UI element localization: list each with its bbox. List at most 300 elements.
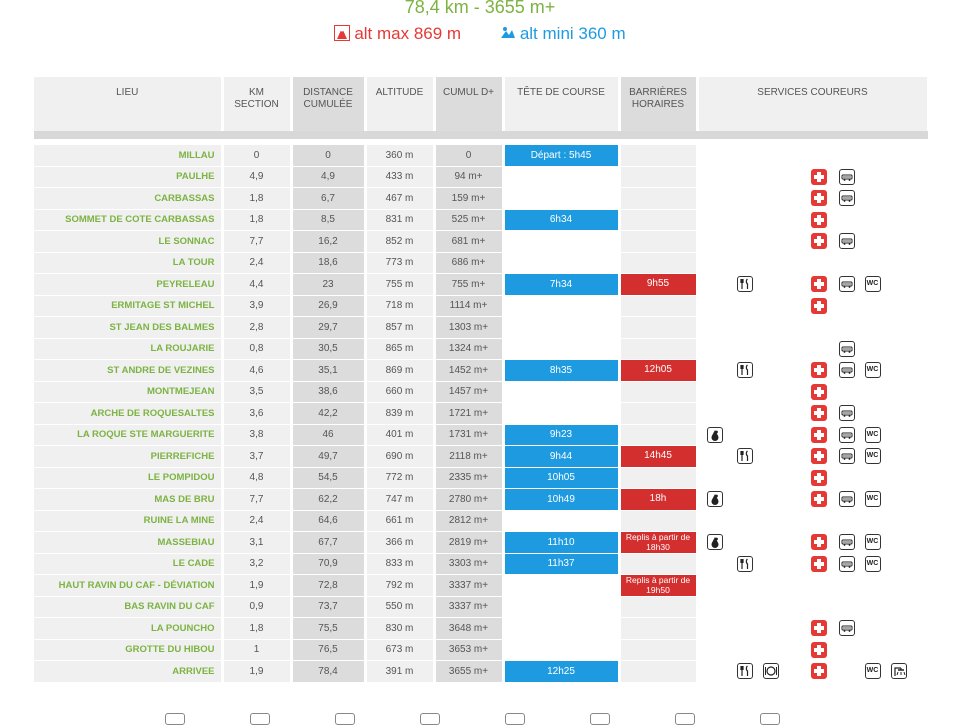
row-altitude: 660 m (365, 381, 434, 403)
row-barriere (619, 381, 697, 403)
row-tete (503, 510, 619, 532)
row-services (697, 381, 928, 403)
croix-rouge-icon (811, 362, 827, 378)
croix-rouge-icon (811, 620, 827, 636)
row-altitude: 673 m (365, 639, 434, 661)
row-cumul: 0 (434, 145, 503, 166)
table-row (34, 252, 928, 274)
wc-icon: WC (865, 448, 881, 464)
row-altitude: 772 m (365, 467, 434, 489)
row-cumul: 686 m+ (434, 252, 503, 274)
row-km: 4,4 (222, 274, 291, 296)
row-services (697, 338, 928, 360)
row-lieu: ERMITAGE ST MICHEL (34, 295, 222, 317)
row-services (697, 489, 928, 511)
table-row (34, 639, 928, 661)
legend-box (165, 713, 185, 725)
row-lieu: RUINE LA MINE (34, 510, 222, 532)
row-lieu: PIERREFICHE (34, 446, 222, 468)
row-tete (503, 639, 619, 661)
table-row (34, 532, 928, 554)
navette-icon (839, 405, 855, 421)
row-cumul: 1452 m+ (434, 360, 503, 382)
row-lieu: ARCHE DE ROQUESALTES (34, 403, 222, 425)
row-km: 1,8 (222, 618, 291, 640)
row-altitude: 661 m (365, 510, 434, 532)
repas-icon (737, 448, 753, 464)
navette-icon (839, 276, 855, 292)
row-distance: 75,5 (291, 618, 365, 640)
row-cumul: 1114 m+ (434, 295, 503, 317)
row-distance: 29,7 (291, 317, 365, 339)
legend-box (505, 713, 525, 725)
row-altitude: 755 m (365, 274, 434, 296)
row-tete: 10h49 (503, 489, 619, 511)
row-km: 4,8 (222, 467, 291, 489)
row-barriere: 12h05 (619, 360, 697, 382)
legend-box (675, 713, 695, 725)
row-barriere (619, 639, 697, 661)
row-cumul: 1324 m+ (434, 338, 503, 360)
row-tete: 11h37 (503, 553, 619, 575)
row-lieu: CARBASSAS (34, 188, 222, 210)
row-tete (503, 338, 619, 360)
table-row (34, 381, 928, 403)
row-distance: 0 (291, 145, 365, 166)
row-cumul: 3303 m+ (434, 553, 503, 575)
row-tete (503, 381, 619, 403)
row-tete: 12h25 (503, 661, 619, 683)
row-barriere (619, 188, 697, 210)
table-row (34, 618, 928, 640)
row-km: 1,8 (222, 209, 291, 231)
table-row (34, 145, 928, 166)
row-lieu: LA ROUJARIE (34, 338, 222, 360)
col-services: SERVICES COUREURS (697, 77, 928, 131)
croix-rouge-icon (811, 642, 827, 658)
row-cumul: 525 m+ (434, 209, 503, 231)
row-altitude: 792 m (365, 575, 434, 597)
croix-rouge-icon (811, 384, 827, 400)
navette-icon (839, 190, 855, 206)
row-services (697, 252, 928, 274)
wc-icon: WC (865, 427, 881, 443)
row-lieu: LA ROQUE STE MARGUERITE (34, 424, 222, 446)
table-row (34, 661, 928, 683)
row-distance: 78,4 (291, 661, 365, 683)
row-lieu: GROTTE DU HIBOU (34, 639, 222, 661)
row-distance: 35,1 (291, 360, 365, 382)
table-row (34, 360, 928, 382)
row-services (697, 618, 928, 640)
row-altitude: 747 m (365, 489, 434, 511)
row-altitude: 690 m (365, 446, 434, 468)
row-cumul: 1303 m+ (434, 317, 503, 339)
row-altitude: 833 m (365, 553, 434, 575)
header-separator (34, 131, 928, 139)
ravito-liquide-icon (707, 427, 723, 443)
table-row (34, 489, 928, 511)
row-distance: 4,9 (291, 166, 365, 188)
row-services (697, 446, 928, 468)
legend-box (250, 713, 270, 725)
row-barriere: Replis à partir de 18h30 (619, 532, 697, 554)
col-km-section (222, 77, 291, 131)
row-tete (503, 252, 619, 274)
table-row (34, 166, 928, 188)
croix-rouge-icon (811, 534, 827, 550)
row-distance: 18,6 (291, 252, 365, 274)
row-km: 2,8 (222, 317, 291, 339)
row-distance: 16,2 (291, 231, 365, 253)
croix-rouge-icon (811, 556, 827, 572)
row-lieu: MONTMEJEAN (34, 381, 222, 403)
navette-icon (839, 169, 855, 185)
row-services (697, 209, 928, 231)
row-services (697, 532, 928, 554)
row-lieu: MILLAU (34, 145, 222, 166)
table-row (34, 575, 928, 597)
row-tete (503, 166, 619, 188)
row-barriere: 18h (619, 489, 697, 511)
navette-icon (839, 362, 855, 378)
croix-rouge-icon (811, 190, 827, 206)
table-row (34, 403, 928, 425)
row-services (697, 661, 928, 683)
croix-rouge-icon (811, 298, 827, 314)
row-services (697, 166, 928, 188)
col-dist-line2: CUMULÉE (303, 99, 353, 110)
row-barriere: Replis à partir de 19h50 (619, 575, 697, 597)
row-lieu: SOMMET DE COTE CARBASSAS (34, 209, 222, 231)
row-tete (503, 188, 619, 210)
row-cumul: 2812 m+ (434, 510, 503, 532)
row-distance: 42,2 (291, 403, 365, 425)
row-distance: 38,6 (291, 381, 365, 403)
col-altitude: ALTITUDE (365, 77, 434, 131)
repas-icon (737, 663, 753, 679)
row-services (697, 295, 928, 317)
table-row (34, 209, 928, 231)
altitude-summary (0, 24, 960, 44)
col-km-line1: KM (249, 87, 264, 98)
repas-icon (737, 276, 753, 292)
table-row (34, 553, 928, 575)
assiette-icon (763, 663, 779, 679)
row-km: 0 (222, 145, 291, 166)
row-lieu: BAS RAVIN DU CAF (34, 596, 222, 618)
navette-icon (839, 427, 855, 443)
row-altitude: 433 m (365, 166, 434, 188)
row-lieu: MASSEBIAU (34, 532, 222, 554)
row-altitude: 830 m (365, 618, 434, 640)
table-row (34, 274, 928, 296)
row-altitude: 865 m (365, 338, 434, 360)
row-cumul: 3337 m+ (434, 575, 503, 597)
row-barriere (619, 510, 697, 532)
croix-rouge-icon (811, 663, 827, 679)
legend-box (590, 713, 610, 725)
row-altitude: 401 m (365, 424, 434, 446)
row-barriere (619, 618, 697, 640)
row-km: 1,9 (222, 661, 291, 683)
row-barriere (619, 553, 697, 575)
row-barriere (619, 467, 697, 489)
alt-max-label: alt max 869 m (354, 24, 462, 43)
row-services (697, 403, 928, 425)
row-km: 1 (222, 639, 291, 661)
row-barriere (619, 661, 697, 683)
row-km: 3,7 (222, 446, 291, 468)
row-km: 0,9 (222, 596, 291, 618)
alt-max (334, 24, 466, 43)
table-header (34, 77, 928, 131)
row-km: 7,7 (222, 489, 291, 511)
row-services (697, 596, 928, 618)
row-distance: 46 (291, 424, 365, 446)
wc-icon: WC (865, 663, 881, 679)
col-km-line2: SECTION (234, 99, 279, 110)
row-altitude: 831 m (365, 209, 434, 231)
row-services (697, 188, 928, 210)
table-row (34, 317, 928, 339)
row-barriere (619, 424, 697, 446)
row-tete: Départ : 5h45 (503, 145, 619, 166)
alt-max-icon (334, 25, 350, 41)
row-barriere (619, 209, 697, 231)
row-tete: 6h34 (503, 209, 619, 231)
row-km: 2,4 (222, 510, 291, 532)
wc-icon: WC (865, 362, 881, 378)
row-barriere (619, 231, 697, 253)
row-lieu: PAULHE (34, 166, 222, 188)
col-barr-line1: BARRIÈRES (629, 87, 687, 98)
row-altitude: 550 m (365, 596, 434, 618)
row-tete (503, 575, 619, 597)
row-distance: 8,5 (291, 209, 365, 231)
row-lieu: LA POUNCHO (34, 618, 222, 640)
row-tete (503, 596, 619, 618)
navette-icon (839, 620, 855, 636)
row-barriere (619, 295, 697, 317)
col-distance (291, 77, 365, 131)
table-row (34, 188, 928, 210)
row-barriere (619, 145, 697, 166)
navette-icon (839, 491, 855, 507)
row-cumul: 2118 m+ (434, 446, 503, 468)
row-cumul: 3653 m+ (434, 639, 503, 661)
row-km: 3,1 (222, 532, 291, 554)
douche-icon (891, 663, 907, 679)
row-services (697, 639, 928, 661)
row-distance: 64,6 (291, 510, 365, 532)
table-row (34, 596, 928, 618)
row-barriere (619, 596, 697, 618)
row-cumul: 3337 m+ (434, 596, 503, 618)
row-services (697, 510, 928, 532)
row-tete (503, 403, 619, 425)
row-tete: 9h44 (503, 446, 619, 468)
row-altitude: 773 m (365, 252, 434, 274)
row-altitude: 857 m (365, 317, 434, 339)
croix-rouge-icon (811, 448, 827, 464)
wc-icon: WC (865, 276, 881, 292)
row-distance: 49,7 (291, 446, 365, 468)
row-km: 4,9 (222, 166, 291, 188)
col-cumul: CUMUL D+ (434, 77, 503, 131)
table-row (34, 295, 928, 317)
row-services (697, 317, 928, 339)
row-altitude: 718 m (365, 295, 434, 317)
col-barr-line2: HORAIRES (631, 99, 685, 110)
row-altitude: 839 m (365, 403, 434, 425)
table-row (34, 424, 928, 446)
row-lieu: ST ANDRE DE VEZINES (34, 360, 222, 382)
ravito-liquide-icon (707, 534, 723, 550)
row-altitude: 869 m (365, 360, 434, 382)
wc-icon: WC (865, 534, 881, 550)
ravito-liquide-icon (707, 491, 723, 507)
row-barriere (619, 317, 697, 339)
row-services (697, 231, 928, 253)
row-altitude: 391 m (365, 661, 434, 683)
row-services (697, 553, 928, 575)
row-km: 1,8 (222, 188, 291, 210)
row-barriere: 14h45 (619, 446, 697, 468)
row-tete: 9h23 (503, 424, 619, 446)
row-cumul: 2335 m+ (434, 467, 503, 489)
row-tete (503, 618, 619, 640)
croix-rouge-icon (811, 233, 827, 249)
row-tete: 8h35 (503, 360, 619, 382)
legend-box (760, 713, 780, 725)
row-km: 1,9 (222, 575, 291, 597)
croix-rouge-icon (811, 470, 827, 486)
row-km: 3,2 (222, 553, 291, 575)
row-services (697, 467, 928, 489)
row-lieu: PEYRELEAU (34, 274, 222, 296)
row-km: 7,7 (222, 231, 291, 253)
row-altitude: 852 m (365, 231, 434, 253)
croix-rouge-icon (811, 405, 827, 421)
croix-rouge-icon (811, 276, 827, 292)
row-km: 3,9 (222, 295, 291, 317)
row-distance: 70,9 (291, 553, 365, 575)
row-cumul: 3648 m+ (434, 618, 503, 640)
row-barriere (619, 403, 697, 425)
row-cumul: 2780 m+ (434, 489, 503, 511)
row-distance: 73,7 (291, 596, 365, 618)
row-km: 3,5 (222, 381, 291, 403)
col-dist-line1: DISTANCE (303, 87, 353, 98)
table-row (34, 510, 928, 532)
row-tete (503, 317, 619, 339)
croix-rouge-icon (811, 491, 827, 507)
col-tete: TÊTE DE COURSE (503, 77, 619, 131)
row-lieu: LE SONNAC (34, 231, 222, 253)
row-cumul: 1731 m+ (434, 424, 503, 446)
row-km: 3,8 (222, 424, 291, 446)
row-distance: 23 (291, 274, 365, 296)
alt-min-label: alt mini 360 m (519, 24, 626, 43)
row-cumul: 1721 m+ (434, 403, 503, 425)
row-barriere (619, 166, 697, 188)
row-km: 3,6 (222, 403, 291, 425)
navette-icon (839, 556, 855, 572)
row-distance: 6,7 (291, 188, 365, 210)
row-km: 0,8 (222, 338, 291, 360)
table-body (34, 145, 928, 682)
row-lieu: LA TOUR (34, 252, 222, 274)
row-km: 2,4 (222, 252, 291, 274)
row-distance: 62,2 (291, 489, 365, 511)
row-services (697, 424, 928, 446)
row-cumul: 1457 m+ (434, 381, 503, 403)
row-distance: 54,5 (291, 467, 365, 489)
alt-min (500, 24, 626, 43)
row-km: 4,6 (222, 360, 291, 382)
row-altitude: 467 m (365, 188, 434, 210)
row-tete (503, 231, 619, 253)
table-row (34, 231, 928, 253)
navette-icon (839, 341, 855, 357)
repas-icon (737, 556, 753, 572)
wc-icon: WC (865, 556, 881, 572)
row-cumul: 159 m+ (434, 188, 503, 210)
row-cumul: 2819 m+ (434, 532, 503, 554)
row-distance: 76,5 (291, 639, 365, 661)
col-lieu: LIEU (34, 77, 222, 131)
row-barriere (619, 338, 697, 360)
row-distance: 30,5 (291, 338, 365, 360)
row-lieu: MAS DE BRU (34, 489, 222, 511)
col-barrieres (619, 77, 697, 131)
repas-icon (737, 362, 753, 378)
row-tete: 10h05 (503, 467, 619, 489)
row-tete (503, 295, 619, 317)
croix-rouge-icon (811, 427, 827, 443)
table-row (34, 338, 928, 360)
row-services (697, 274, 928, 296)
row-distance: 67,7 (291, 532, 365, 554)
row-barriere (619, 252, 697, 274)
table-row (34, 446, 928, 468)
row-cumul: 755 m+ (434, 274, 503, 296)
race-stats: 78,4 km - 3655 m+ (404, 0, 556, 17)
croix-rouge-icon (811, 169, 827, 185)
row-lieu: LE POMPIDOU (34, 467, 222, 489)
row-lieu: ARRIVEE (34, 661, 222, 683)
navette-icon (839, 448, 855, 464)
row-distance: 26,9 (291, 295, 365, 317)
row-lieu: ST JEAN DES BALMES (34, 317, 222, 339)
row-altitude: 366 m (365, 532, 434, 554)
row-tete: 7h34 (503, 274, 619, 296)
row-cumul: 3655 m+ (434, 661, 503, 683)
row-services (697, 575, 928, 597)
row-cumul: 681 m+ (434, 231, 503, 253)
table-row (34, 467, 928, 489)
alt-min-icon (500, 25, 516, 41)
row-cumul: 94 m+ (434, 166, 503, 188)
row-distance: 72,8 (291, 575, 365, 597)
row-services (697, 360, 928, 382)
wc-icon: WC (865, 491, 881, 507)
legend-box (335, 713, 355, 725)
route-table (34, 77, 930, 683)
navette-icon (839, 233, 855, 249)
row-services (697, 145, 928, 166)
